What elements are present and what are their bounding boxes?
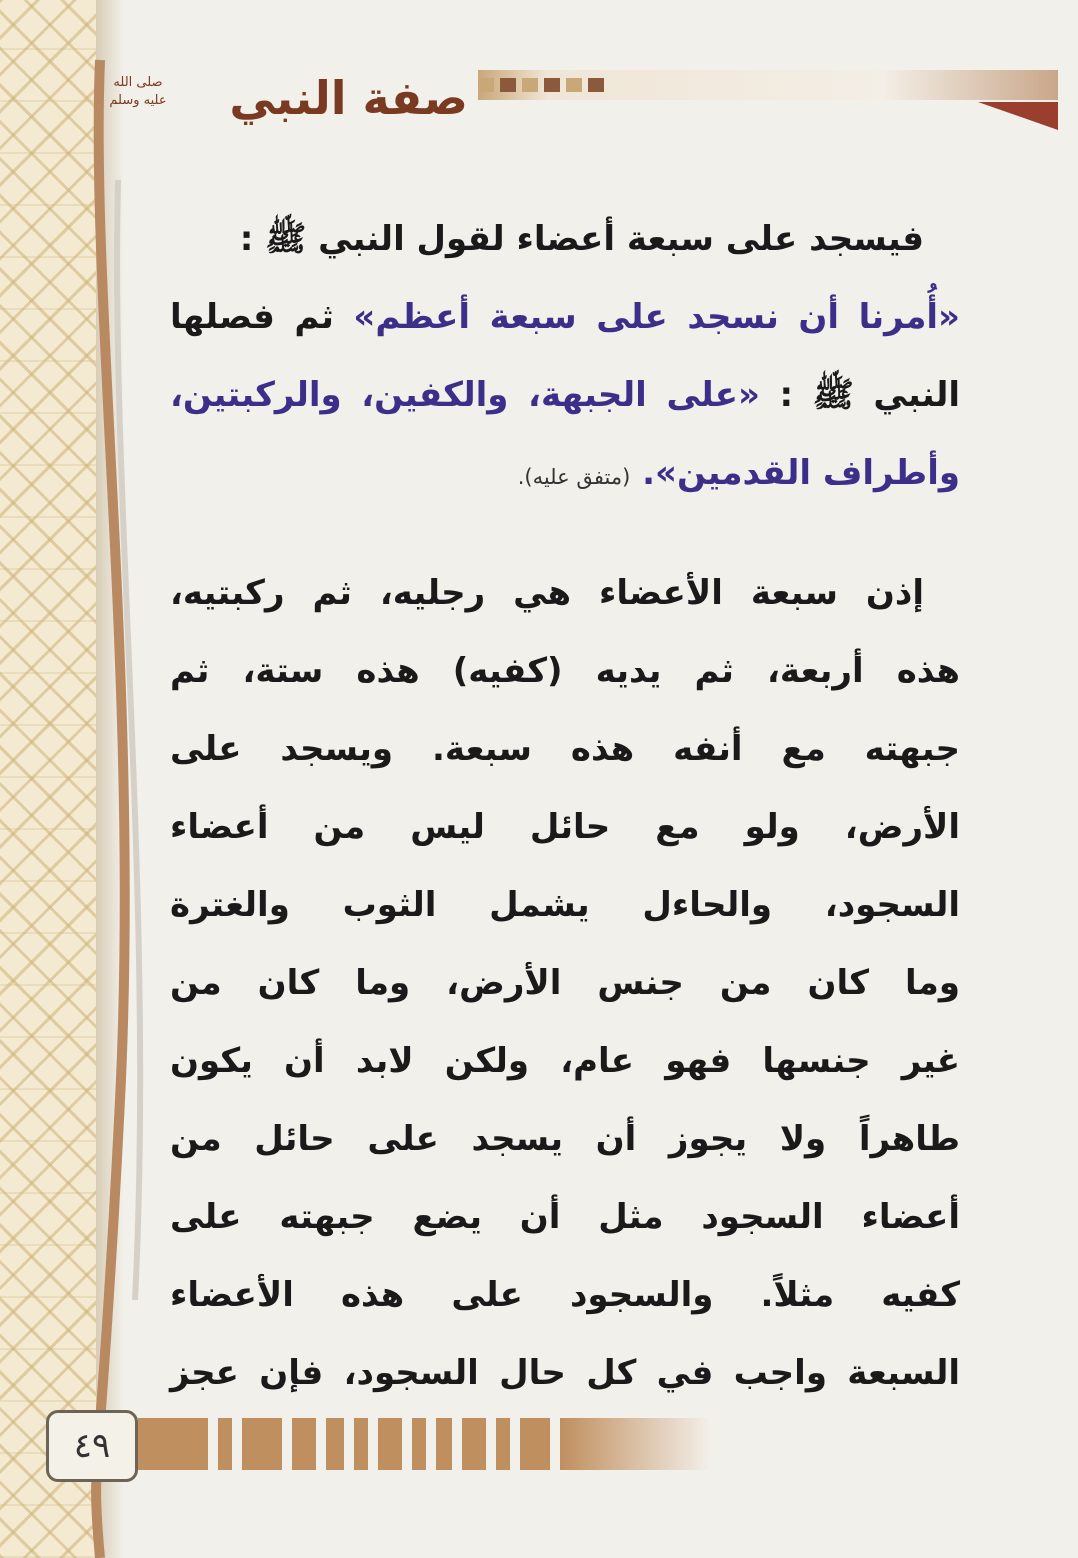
salutation-seal: صلى الله عليه وسلم [109,75,167,108]
footer-stripes [138,1418,710,1470]
text-line: الأرض، ولو مع حائل ليس من أعضاء [170,807,960,847]
text-line: وما كان من جنس الأرض، وما كان من [170,963,960,1003]
hadith-quote: «أُمرنا أن نسجد على سبعة أعظم» [353,297,960,337]
text-line: طاهراً ولا يجوز أن يسجد على حائل من [170,1119,960,1159]
hadith-quote: وأطراف القدمين». [642,453,960,493]
text-line: إذن سبعة الأعضاء هي رجليه، ثم ركبتيه، [170,573,924,613]
hadith-reference: (متفق عليه). [517,465,631,489]
text-span: ثم فصلها [170,297,334,337]
page-number: ٤٩ [46,1410,138,1482]
page-body [170,200,960,1412]
text-line: جبهته مع أنفه هذه سبعة. ويسجد على [170,729,960,769]
book-title: صفة النبي [229,71,468,125]
text-span: النبي ﷺ : [779,375,961,415]
header-stripes [478,78,604,92]
header-corner-accent [978,102,1058,130]
text-line [170,356,960,434]
text-line: فيسجد على سبعة أعضاء لقول النبي ﷺ : [239,219,924,259]
text-line: السجود، والحاءل يشمل الثوب والغترة [170,885,960,925]
text-line: أعضاء السجود مثل أن يضع جبهته على [170,1197,960,1237]
text-line [170,434,960,512]
text-line: كفيه مثلاً. والسجود على هذه الأعضاء [170,1275,960,1315]
page-footer [28,1410,1028,1480]
hadith-quote: «على الجبهة، والكفين، والركبتين، [170,375,760,415]
text-line [170,278,960,356]
page-header [108,60,1058,160]
text-line: هذه أربعة، ثم يديه (كفيه) هذه ستة، ثم [170,651,960,691]
text-line: غير جنسها فهو عام، ولكن لابد أن يكون [170,1041,960,1081]
text-line: السبعة واجب في كل حال السجود، فإن عجز [170,1353,960,1393]
